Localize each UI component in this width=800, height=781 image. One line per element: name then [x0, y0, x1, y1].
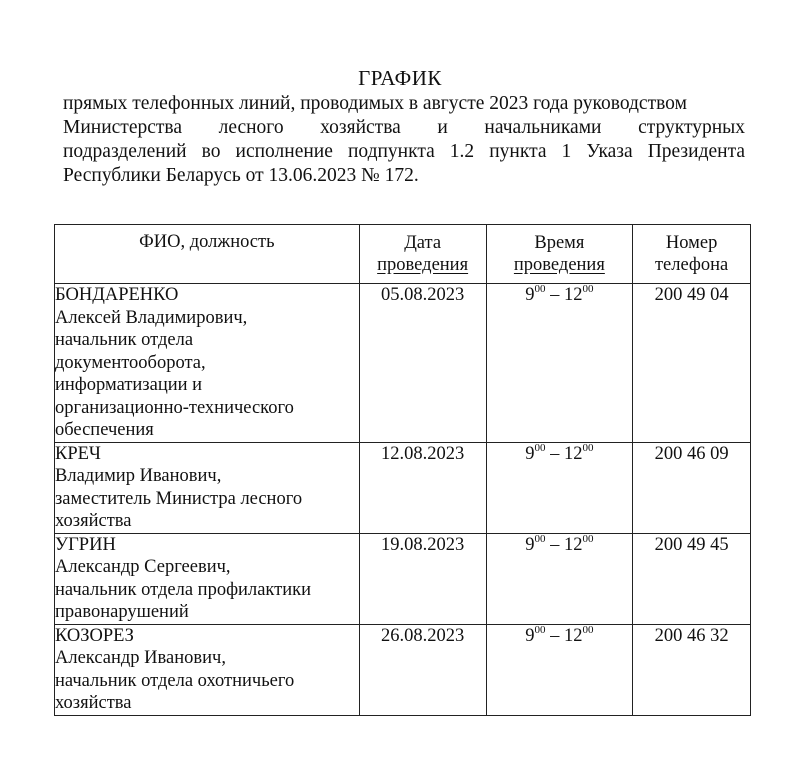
cell-name: УГРИН Александр Сергеевич, начальник отдела профилактики правонарушений [55, 533, 360, 624]
cell-time: $9^{00} - 12^{00}$ [486, 284, 633, 443]
intro-line: Министерства лесного хозяйства и начальниками структурных [63, 117, 745, 138]
table-row [55, 442, 751, 533]
cell-time: $9^{00} - 12^{00}$ [486, 624, 633, 715]
cell-date: 26.08.2023 [359, 624, 486, 715]
table-row [55, 533, 751, 624]
schedule-table [54, 224, 751, 716]
cell-time: $9^{00} - 12^{00}$ [486, 533, 633, 624]
cell-phone: 200 49 04 [633, 284, 751, 443]
intro-line: подразделений во исполнение подпункта 1.2 пункта 1 Указа Президента [63, 141, 745, 162]
cell-date: 12.08.2023 [359, 442, 486, 533]
intro-line: прямых телефонных линий, проводимых в августе 2023 года руководством [63, 93, 687, 114]
document-title: ГРАФИК [358, 66, 442, 90]
header-name: ФИО, должность [55, 225, 360, 284]
cell-phone: 200 49 45 [633, 533, 751, 624]
cell-phone: 200 46 09 [633, 442, 751, 533]
intro-paragraph [63, 92, 745, 188]
cell-date: 19.08.2023 [359, 533, 486, 624]
intro-line: Республики Беларусь от 13.06.2023 № 172. [63, 165, 419, 186]
cell-time: $9^{00} - 12^{00}$ [486, 442, 633, 533]
cell-date: 05.08.2023 [359, 284, 486, 443]
cell-name: КОЗОРЕЗ Александр Иванович, начальник отдела охотничьего хозяйства [55, 624, 360, 715]
cell-phone: 200 46 32 [633, 624, 751, 715]
table-row [55, 284, 751, 443]
header-date: Дата проведения [359, 225, 486, 284]
header-phone: Номер телефона [633, 225, 751, 284]
cell-name: БОНДАРЕНКО Алексей Владимирович, начальник отдела документооборота, информатизации и организационно-технического обеспечения [55, 284, 360, 443]
header-time: Время проведения [486, 225, 633, 284]
table-row [55, 624, 751, 715]
cell-name: КРЕЧ Владимир Иванович, заместитель Министра лесного хозяйства [55, 442, 360, 533]
table-header-row [55, 225, 751, 284]
